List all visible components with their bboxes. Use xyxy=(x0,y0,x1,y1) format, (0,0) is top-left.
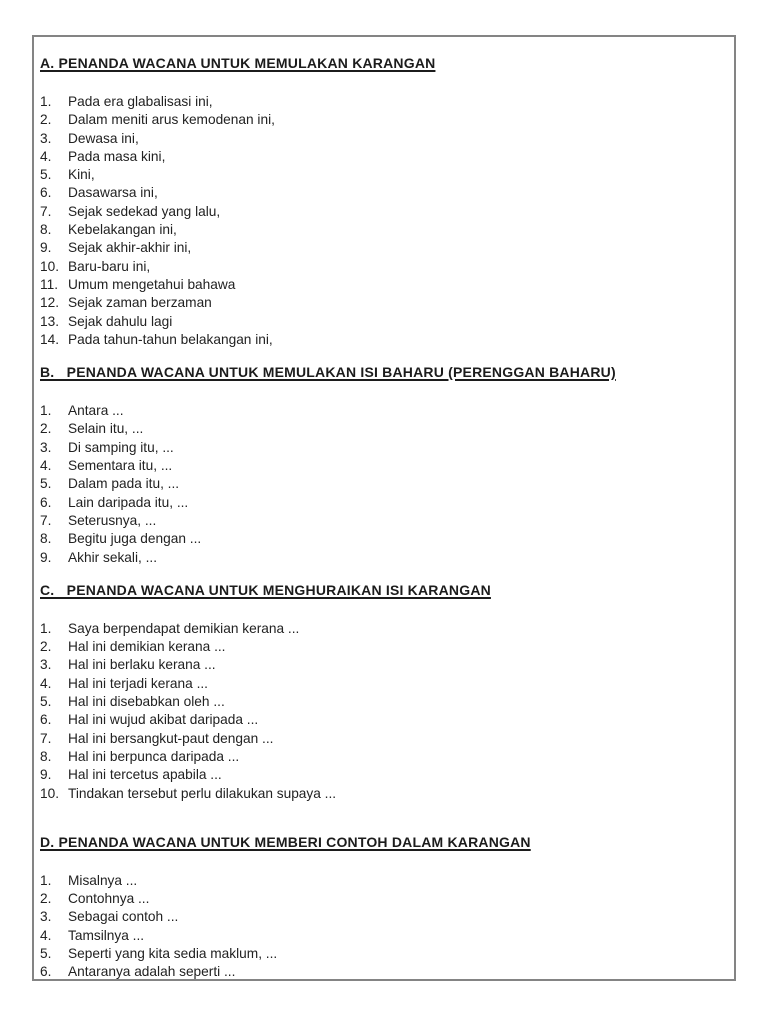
item-number: 10. xyxy=(40,258,60,274)
item-text: Dasawarsa ini, xyxy=(68,185,158,201)
list-item xyxy=(40,166,726,184)
list-item xyxy=(40,766,726,784)
item-text: Hal ini wujud akibat daripada ... xyxy=(68,712,259,728)
list-item xyxy=(40,927,726,945)
item-text: Di samping itu, ... xyxy=(68,439,174,455)
item-text: Baru-baru ini, xyxy=(68,258,151,274)
list-item xyxy=(40,620,726,638)
item-number: 2. xyxy=(40,421,52,437)
item-text: Dewasa ini, xyxy=(68,130,139,146)
item-number: 2. xyxy=(40,112,52,128)
item-number: 6. xyxy=(40,185,52,201)
section-item-list xyxy=(40,620,726,803)
list-item xyxy=(40,549,726,567)
item-number: 13. xyxy=(40,313,60,329)
item-text: Akhir sekali, ... xyxy=(68,549,157,565)
section-heading: B. PENANDA WACANA UNTUK MEMULAKAN ISI BAHARU (PERENGGAN BAHARU) xyxy=(40,364,616,381)
list-item xyxy=(40,711,726,729)
item-text: Dalam meniti arus kemodenan ini, xyxy=(68,112,275,128)
item-text: Hal ini terjadi kerana ... xyxy=(68,675,208,691)
list-item xyxy=(40,656,726,674)
item-number: 9. xyxy=(40,240,52,256)
section-item-list xyxy=(40,93,726,349)
item-number: 7. xyxy=(40,512,52,528)
item-number: 1. xyxy=(40,94,52,109)
list-item xyxy=(40,890,726,908)
list-item xyxy=(40,675,726,693)
list-item xyxy=(40,420,726,438)
item-number: 6. xyxy=(40,964,52,980)
item-number: 14. xyxy=(40,331,60,347)
list-item xyxy=(40,221,726,239)
list-item xyxy=(40,203,726,221)
item-text: Sebagai contoh ... xyxy=(68,909,179,925)
list-item xyxy=(40,148,726,166)
list-item xyxy=(40,130,726,148)
item-text: Sementara itu, ... xyxy=(68,458,173,474)
item-text: Hal ini demikian kerana ... xyxy=(68,639,226,655)
item-number: 5. xyxy=(40,694,52,710)
item-number: 7. xyxy=(40,730,52,746)
item-text: Sejak akhir-akhir ini, xyxy=(68,240,192,256)
item-number: 1. xyxy=(40,403,52,419)
list-item xyxy=(40,184,726,202)
item-text: Sejak dahulu lagi xyxy=(68,313,173,329)
list-item xyxy=(40,908,726,926)
list-item xyxy=(40,439,726,457)
item-text: Antaranya adalah seperti ... xyxy=(68,964,236,980)
item-text: Pada tahun-tahun belakangan ini, xyxy=(68,331,273,347)
item-number: 3. xyxy=(40,657,52,673)
list-item xyxy=(40,111,726,129)
item-text: Hal ini berpunca daripada ... xyxy=(68,748,240,764)
list-item xyxy=(40,239,726,257)
item-number: 4. xyxy=(40,458,52,474)
section-item-list xyxy=(40,872,726,981)
list-item xyxy=(40,785,726,803)
item-number: 3. xyxy=(40,439,52,455)
section-heading: C. PENANDA WACANA UNTUK MENGHURAIKAN ISI KARANGAN xyxy=(40,581,491,598)
item-number: 5. xyxy=(40,476,52,492)
section-heading: D. PENANDA WACANA UNTUK MEMBERI CONTOH DALAM KARANGAN xyxy=(40,833,531,850)
item-text: Sejak zaman berzaman xyxy=(68,295,212,311)
item-text: Contohnya ... xyxy=(68,891,150,907)
item-number: 2. xyxy=(40,639,52,655)
item-text: Hal ini berlaku kerana ... xyxy=(68,657,216,673)
item-text: Hal ini disebabkan oleh ... xyxy=(68,694,225,710)
item-text: Saya berpendapat demikian kerana ... xyxy=(68,620,300,636)
item-text: Antara ... xyxy=(68,403,124,419)
list-item xyxy=(40,313,726,331)
item-text: Seperti yang kita sedia maklum, ... xyxy=(68,945,278,961)
item-number: 6. xyxy=(40,494,52,510)
item-number: 5. xyxy=(40,945,52,961)
list-item xyxy=(40,512,726,530)
item-text: Begitu juga dengan ... xyxy=(68,531,202,547)
document-sections xyxy=(40,54,726,981)
item-number: 1. xyxy=(40,872,52,888)
item-number: 4. xyxy=(40,148,52,164)
item-number: 3. xyxy=(40,909,52,925)
list-item xyxy=(40,530,726,548)
list-item xyxy=(40,475,726,493)
list-item xyxy=(40,872,726,890)
item-number: 4. xyxy=(40,675,52,691)
item-text: Pada masa kini, xyxy=(68,148,166,164)
section-c xyxy=(40,581,726,803)
item-text: Tindakan tersebut perlu dilakukan supaya ... xyxy=(68,785,337,801)
item-number: 2. xyxy=(40,891,52,907)
item-text: Kebelakangan ini, xyxy=(68,222,177,238)
list-item xyxy=(40,693,726,711)
list-item xyxy=(40,730,726,748)
item-number: 8. xyxy=(40,748,52,764)
item-text: Misalnya ... xyxy=(68,872,138,888)
section-heading: A. PENANDA WACANA UNTUK MEMULAKAN KARANGAN xyxy=(40,55,436,71)
section-d xyxy=(40,833,726,981)
item-text: Kini, xyxy=(68,167,95,183)
item-text: Seterusnya, ... xyxy=(68,512,157,528)
item-number: 8. xyxy=(40,222,52,238)
list-item xyxy=(40,963,726,981)
item-number: 10. xyxy=(40,785,60,801)
item-text: Dalam pada itu, ... xyxy=(68,476,180,492)
list-item xyxy=(40,638,726,656)
item-number: 8. xyxy=(40,531,52,547)
list-item xyxy=(40,258,726,276)
list-item xyxy=(40,494,726,512)
item-text: Umum mengetahui bahawa xyxy=(68,276,236,292)
list-item xyxy=(40,945,726,963)
item-number: 9. xyxy=(40,767,52,783)
list-item xyxy=(40,748,726,766)
item-text: Lain daripada itu, ... xyxy=(68,494,189,510)
item-number: 11. xyxy=(40,276,59,292)
list-item xyxy=(40,93,726,111)
item-text: Hal ini tercetus apabila ... xyxy=(68,767,222,783)
item-number: 6. xyxy=(40,712,52,728)
section-item-list xyxy=(40,402,726,567)
item-number: 1. xyxy=(40,620,52,636)
item-text: Pada era glabalisasi ini, xyxy=(68,94,213,109)
item-text: Selain itu, ... xyxy=(68,421,144,437)
item-number: 9. xyxy=(40,549,52,565)
item-text: Hal ini bersangkut-paut dengan ... xyxy=(68,730,274,746)
item-number: 3. xyxy=(40,130,52,146)
document-page xyxy=(32,35,736,981)
item-number: 5. xyxy=(40,167,52,183)
section-b xyxy=(40,363,726,567)
list-item xyxy=(40,276,726,294)
item-text: Sejak sedekad yang lalu, xyxy=(68,203,221,219)
list-item xyxy=(40,294,726,312)
item-number: 12. xyxy=(40,295,60,311)
item-number: 4. xyxy=(40,927,52,943)
list-item xyxy=(40,331,726,349)
item-number: 7. xyxy=(40,203,52,219)
list-item xyxy=(40,402,726,420)
item-text: Tamsilnya ... xyxy=(68,927,145,943)
section-a xyxy=(40,54,726,349)
list-item xyxy=(40,457,726,475)
